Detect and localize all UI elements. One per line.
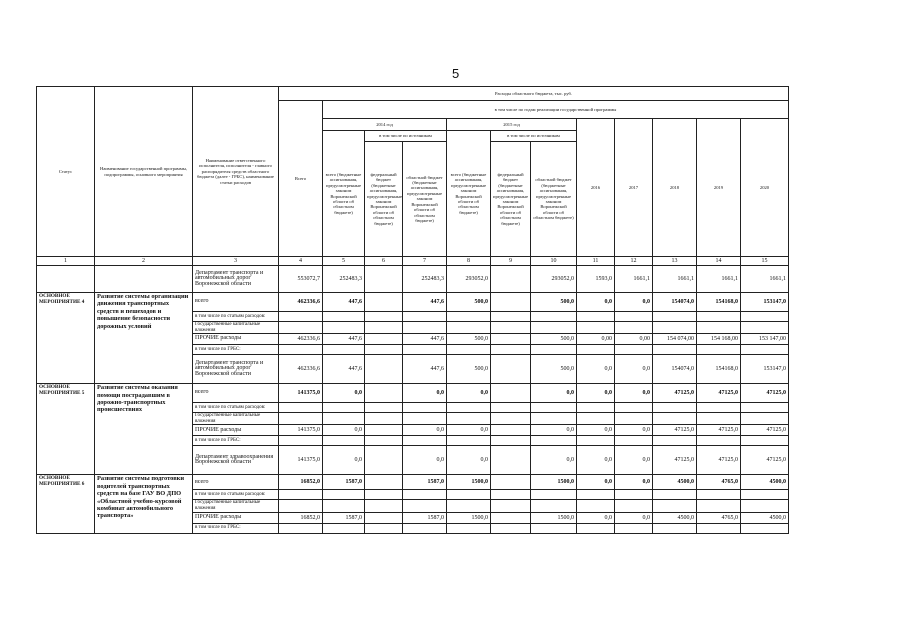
table-row bbox=[37, 475, 789, 490]
activity-status: ОСНОВНОЕ МЕРОПРИЯТИЕ 5 bbox=[37, 384, 95, 475]
value-cell: 0,0 bbox=[447, 384, 491, 403]
value-cell: 0,0 bbox=[615, 512, 653, 523]
value-cell: 500,0 bbox=[531, 355, 577, 384]
value-cell: 0,0 bbox=[577, 446, 615, 475]
header-federal-2014: федеральный бюджет (бюджетные ассигнования, предусмотренные законом Воронежской области об областном бюджете) bbox=[365, 142, 403, 257]
column-number: 4 bbox=[279, 257, 323, 266]
value-cell bbox=[491, 446, 531, 475]
value-cell: 0,0 bbox=[403, 446, 447, 475]
value-cell: 0,0 bbox=[577, 425, 615, 436]
header-responsible: Наименование ответственного исполнителя, исполнителя - главного распорядителя средств областного бюджета (далее - ГРБС), наименование статьи расходов bbox=[193, 87, 279, 257]
value-cell: 447,6 bbox=[323, 355, 365, 384]
column-number: 2 bbox=[95, 257, 193, 266]
value-cell: 462336,6 bbox=[279, 355, 323, 384]
value-cell: 0,0 bbox=[323, 446, 365, 475]
activity-status: ОСНОВНОЕ МЕРОПРИЯТИЕ 6 bbox=[37, 475, 95, 533]
activity-name: Развитие системы оказания помощи пострадавшим в дорожно-транспортных происшествиях bbox=[95, 384, 193, 475]
row-label: в том числе по статьям расходов: bbox=[193, 403, 279, 413]
value-cell bbox=[365, 355, 403, 384]
value-cell: 293052,0 bbox=[447, 266, 491, 293]
header-year-2014: 2014 год bbox=[323, 119, 447, 131]
row-label: в том числе по статьям расходов: bbox=[193, 490, 279, 500]
value-cell: 1587,0 bbox=[323, 512, 365, 523]
row-label: ПРОЧИЕ расходы bbox=[193, 425, 279, 436]
table-row bbox=[37, 384, 789, 403]
value-cell bbox=[365, 384, 403, 403]
value-cell: 47125,0 bbox=[697, 425, 741, 436]
value-cell bbox=[365, 266, 403, 293]
value-cell: 47125,0 bbox=[741, 384, 789, 403]
header-2018: 2018 bbox=[653, 119, 697, 257]
value-cell bbox=[365, 475, 403, 490]
row-label: в том числе по ГРБС: bbox=[193, 345, 279, 355]
value-cell: 447,6 bbox=[403, 334, 447, 345]
value-cell: 4500,0 bbox=[741, 475, 789, 490]
value-cell: 447,6 bbox=[323, 334, 365, 345]
column-number: 14 bbox=[697, 257, 741, 266]
value-cell: 252483,3 bbox=[323, 266, 365, 293]
value-cell: 0,0 bbox=[615, 425, 653, 436]
value-cell: 1500,0 bbox=[447, 512, 491, 523]
value-cell: 4765,0 bbox=[697, 475, 741, 490]
value-cell bbox=[491, 512, 531, 523]
column-number: 1 bbox=[37, 257, 95, 266]
row-label: в том числе по ГРБС: bbox=[193, 436, 279, 446]
value-cell: 1500,0 bbox=[447, 475, 491, 490]
page-number: 5 bbox=[452, 66, 460, 81]
table-row bbox=[37, 266, 789, 293]
value-cell: 153147,0 bbox=[741, 355, 789, 384]
value-cell: 1587,0 bbox=[403, 475, 447, 490]
header-2016: 2016 bbox=[577, 119, 615, 257]
value-cell: 0,0 bbox=[323, 425, 365, 436]
value-cell: 1661,1 bbox=[615, 266, 653, 293]
value-cell bbox=[365, 512, 403, 523]
row-label: в том числе по ГРБС: bbox=[193, 523, 279, 533]
value-cell bbox=[365, 425, 403, 436]
value-cell: 1500,0 bbox=[531, 512, 577, 523]
value-cell: 154 074,00 bbox=[653, 334, 697, 345]
value-cell: 0,0 bbox=[577, 384, 615, 403]
column-number: 5 bbox=[323, 257, 365, 266]
budget-table-wrapper bbox=[36, 86, 788, 534]
value-cell: 47125,0 bbox=[697, 446, 741, 475]
grbs-label: Департамент транспорта и автомобильных дорог Воронежской области bbox=[193, 355, 279, 384]
column-number: 13 bbox=[653, 257, 697, 266]
value-cell: 0,0 bbox=[447, 425, 491, 436]
header-total: Всего bbox=[279, 101, 323, 257]
header-2020: 2020 bbox=[741, 119, 789, 257]
header-status: Статус bbox=[37, 87, 95, 257]
header-by-years: в том числе по годам реализации государственной программы bbox=[323, 101, 789, 119]
value-cell: 500,0 bbox=[531, 334, 577, 345]
column-number: 10 bbox=[531, 257, 577, 266]
value-cell bbox=[491, 266, 531, 293]
header-2017: 2017 bbox=[615, 119, 653, 257]
value-cell: 500,0 bbox=[447, 355, 491, 384]
row-label: в том числе по статьям расходов: bbox=[193, 312, 279, 322]
table-row bbox=[37, 293, 789, 312]
value-cell: 0,00 bbox=[615, 334, 653, 345]
column-number: 7 bbox=[403, 257, 447, 266]
value-cell: 16852,0 bbox=[279, 512, 323, 523]
row-label: всего bbox=[193, 475, 279, 490]
row-label: Государственные капитальные вложения bbox=[193, 500, 279, 512]
header-regional-2014: областной бюджет (бюджетные ассигнования, предусмотренные законом Воронежской области об областном бюджете) bbox=[403, 142, 447, 257]
value-cell: 447,6 bbox=[403, 355, 447, 384]
value-cell: 154074,0 bbox=[653, 355, 697, 384]
column-numbers-row bbox=[37, 257, 789, 266]
value-cell: 154168,0 bbox=[697, 293, 741, 312]
value-cell: 4765,0 bbox=[697, 512, 741, 523]
value-cell: 47125,0 bbox=[741, 446, 789, 475]
row-label: Государственные капитальные вложения bbox=[193, 413, 279, 425]
row-label: Государственные капитальные вложения bbox=[193, 322, 279, 334]
value-cell: 0,00 bbox=[577, 334, 615, 345]
column-number: 6 bbox=[365, 257, 403, 266]
column-number: 12 bbox=[615, 257, 653, 266]
header-expenses-title: Расходы областного бюджета, тыс. руб. bbox=[279, 87, 789, 101]
value-cell: 462336,6 bbox=[279, 334, 323, 345]
header-sources-2014: в том числе по источникам bbox=[365, 131, 447, 142]
value-cell: 1500,0 bbox=[531, 475, 577, 490]
value-cell: 16852,0 bbox=[279, 475, 323, 490]
value-cell: 154168,0 bbox=[697, 355, 741, 384]
column-number: 8 bbox=[447, 257, 491, 266]
column-number: 9 bbox=[491, 257, 531, 266]
row-label: всего bbox=[193, 384, 279, 403]
activity-status: ОСНОВНОЕ МЕРОПРИЯТИЕ 4 bbox=[37, 293, 95, 384]
value-cell: 500,0 bbox=[447, 293, 491, 312]
value-cell bbox=[491, 425, 531, 436]
value-cell: 0,0 bbox=[577, 512, 615, 523]
value-cell: 154074,0 bbox=[653, 293, 697, 312]
header-federal-2015: федеральный бюджет (бюджетные ассигнования, предусмотренные законом Воронежской области об областном бюджете) bbox=[491, 142, 531, 257]
header-2019: 2019 bbox=[697, 119, 741, 257]
value-cell bbox=[365, 446, 403, 475]
activity-name: Развитие системы подготовки водителей транспортных средств на базе ГАУ ВО ДПО «Областной учебно-курсовой комбинат автомобильного транспорта» bbox=[95, 475, 193, 533]
value-cell: 0,0 bbox=[403, 384, 447, 403]
value-cell bbox=[365, 293, 403, 312]
value-cell: 141375,0 bbox=[279, 384, 323, 403]
value-cell: 500,0 bbox=[447, 334, 491, 345]
column-number: 11 bbox=[577, 257, 615, 266]
value-cell: 1593,0 bbox=[577, 266, 615, 293]
value-cell: 153147,0 bbox=[741, 293, 789, 312]
value-cell bbox=[491, 475, 531, 490]
value-cell: 447,6 bbox=[403, 293, 447, 312]
value-cell: 4500,0 bbox=[653, 512, 697, 523]
header-year-2015: 2015 год bbox=[447, 119, 577, 131]
department-label: Департамент транспорта и автомобильных дорог Воронежской области bbox=[193, 266, 279, 293]
value-cell bbox=[491, 384, 531, 403]
value-cell: 553072,7 bbox=[279, 266, 323, 293]
value-cell: 141375,0 bbox=[279, 425, 323, 436]
value-cell: 500,0 bbox=[531, 293, 577, 312]
value-cell: 47125,0 bbox=[653, 446, 697, 475]
value-cell: 0,0 bbox=[615, 355, 653, 384]
activity-name: Развитие системы организации движения транспортных средств и пешеходов и повышение безопасности дорожных условий bbox=[95, 293, 193, 384]
value-cell: 0,0 bbox=[447, 446, 491, 475]
value-cell: 47125,0 bbox=[653, 425, 697, 436]
value-cell: 0,0 bbox=[615, 475, 653, 490]
value-cell bbox=[491, 355, 531, 384]
header-sources-2015: в том числе по источникам bbox=[491, 131, 577, 142]
value-cell: 0,0 bbox=[615, 293, 653, 312]
value-cell bbox=[491, 293, 531, 312]
header-total-2014: всего (бюджетные ассигнования, предусмотренные законом Воронежской области об областном бюджете) bbox=[323, 131, 365, 257]
row-label: ПРОЧИЕ расходы bbox=[193, 334, 279, 345]
value-cell: 4500,0 bbox=[653, 475, 697, 490]
value-cell: 1661,1 bbox=[653, 266, 697, 293]
value-cell: 0,0 bbox=[531, 384, 577, 403]
budget-expenses-table bbox=[36, 86, 789, 534]
value-cell: 0,0 bbox=[615, 446, 653, 475]
value-cell: 0,0 bbox=[403, 425, 447, 436]
header-regional-2015: областной бюджет (бюджетные ассигнования, предусмотренные законом Воронежской области об областном бюджете) bbox=[531, 142, 577, 257]
value-cell bbox=[365, 334, 403, 345]
row-label: ПРОЧИЕ расходы bbox=[193, 512, 279, 523]
value-cell: 462336,6 bbox=[279, 293, 323, 312]
value-cell: 141375,0 bbox=[279, 446, 323, 475]
value-cell: 0,0 bbox=[531, 446, 577, 475]
value-cell: 4500,0 bbox=[741, 512, 789, 523]
column-number: 15 bbox=[741, 257, 789, 266]
header-program-name: Наименование государственной программы, подпрограммы, основного мероприятия bbox=[95, 87, 193, 257]
value-cell: 0,0 bbox=[577, 293, 615, 312]
value-cell: 252483,3 bbox=[403, 266, 447, 293]
value-cell: 1587,0 bbox=[403, 512, 447, 523]
value-cell: 0,0 bbox=[323, 384, 365, 403]
value-cell: 0,0 bbox=[615, 384, 653, 403]
value-cell: 0,0 bbox=[577, 475, 615, 490]
value-cell: 0,0 bbox=[577, 355, 615, 384]
value-cell: 153 147,00 bbox=[741, 334, 789, 345]
value-cell: 154 168,00 bbox=[697, 334, 741, 345]
value-cell: 1661,1 bbox=[697, 266, 741, 293]
value-cell: 0,0 bbox=[531, 425, 577, 436]
value-cell bbox=[491, 334, 531, 345]
grbs-label: Департамент здравоохранения Воронежской области bbox=[193, 446, 279, 475]
value-cell: 1587,0 bbox=[323, 475, 365, 490]
value-cell: 447,6 bbox=[323, 293, 365, 312]
value-cell: 293052,0 bbox=[531, 266, 577, 293]
value-cell: 47125,0 bbox=[653, 384, 697, 403]
header-total-2015: всего (бюджетные ассигнования, предусмотренные законом Воронежской области об областном бюджете) bbox=[447, 131, 491, 257]
row-label: всего bbox=[193, 293, 279, 312]
column-number: 3 bbox=[193, 257, 279, 266]
value-cell: 47125,0 bbox=[741, 425, 789, 436]
value-cell: 1661,1 bbox=[741, 266, 789, 293]
value-cell: 47125,0 bbox=[697, 384, 741, 403]
